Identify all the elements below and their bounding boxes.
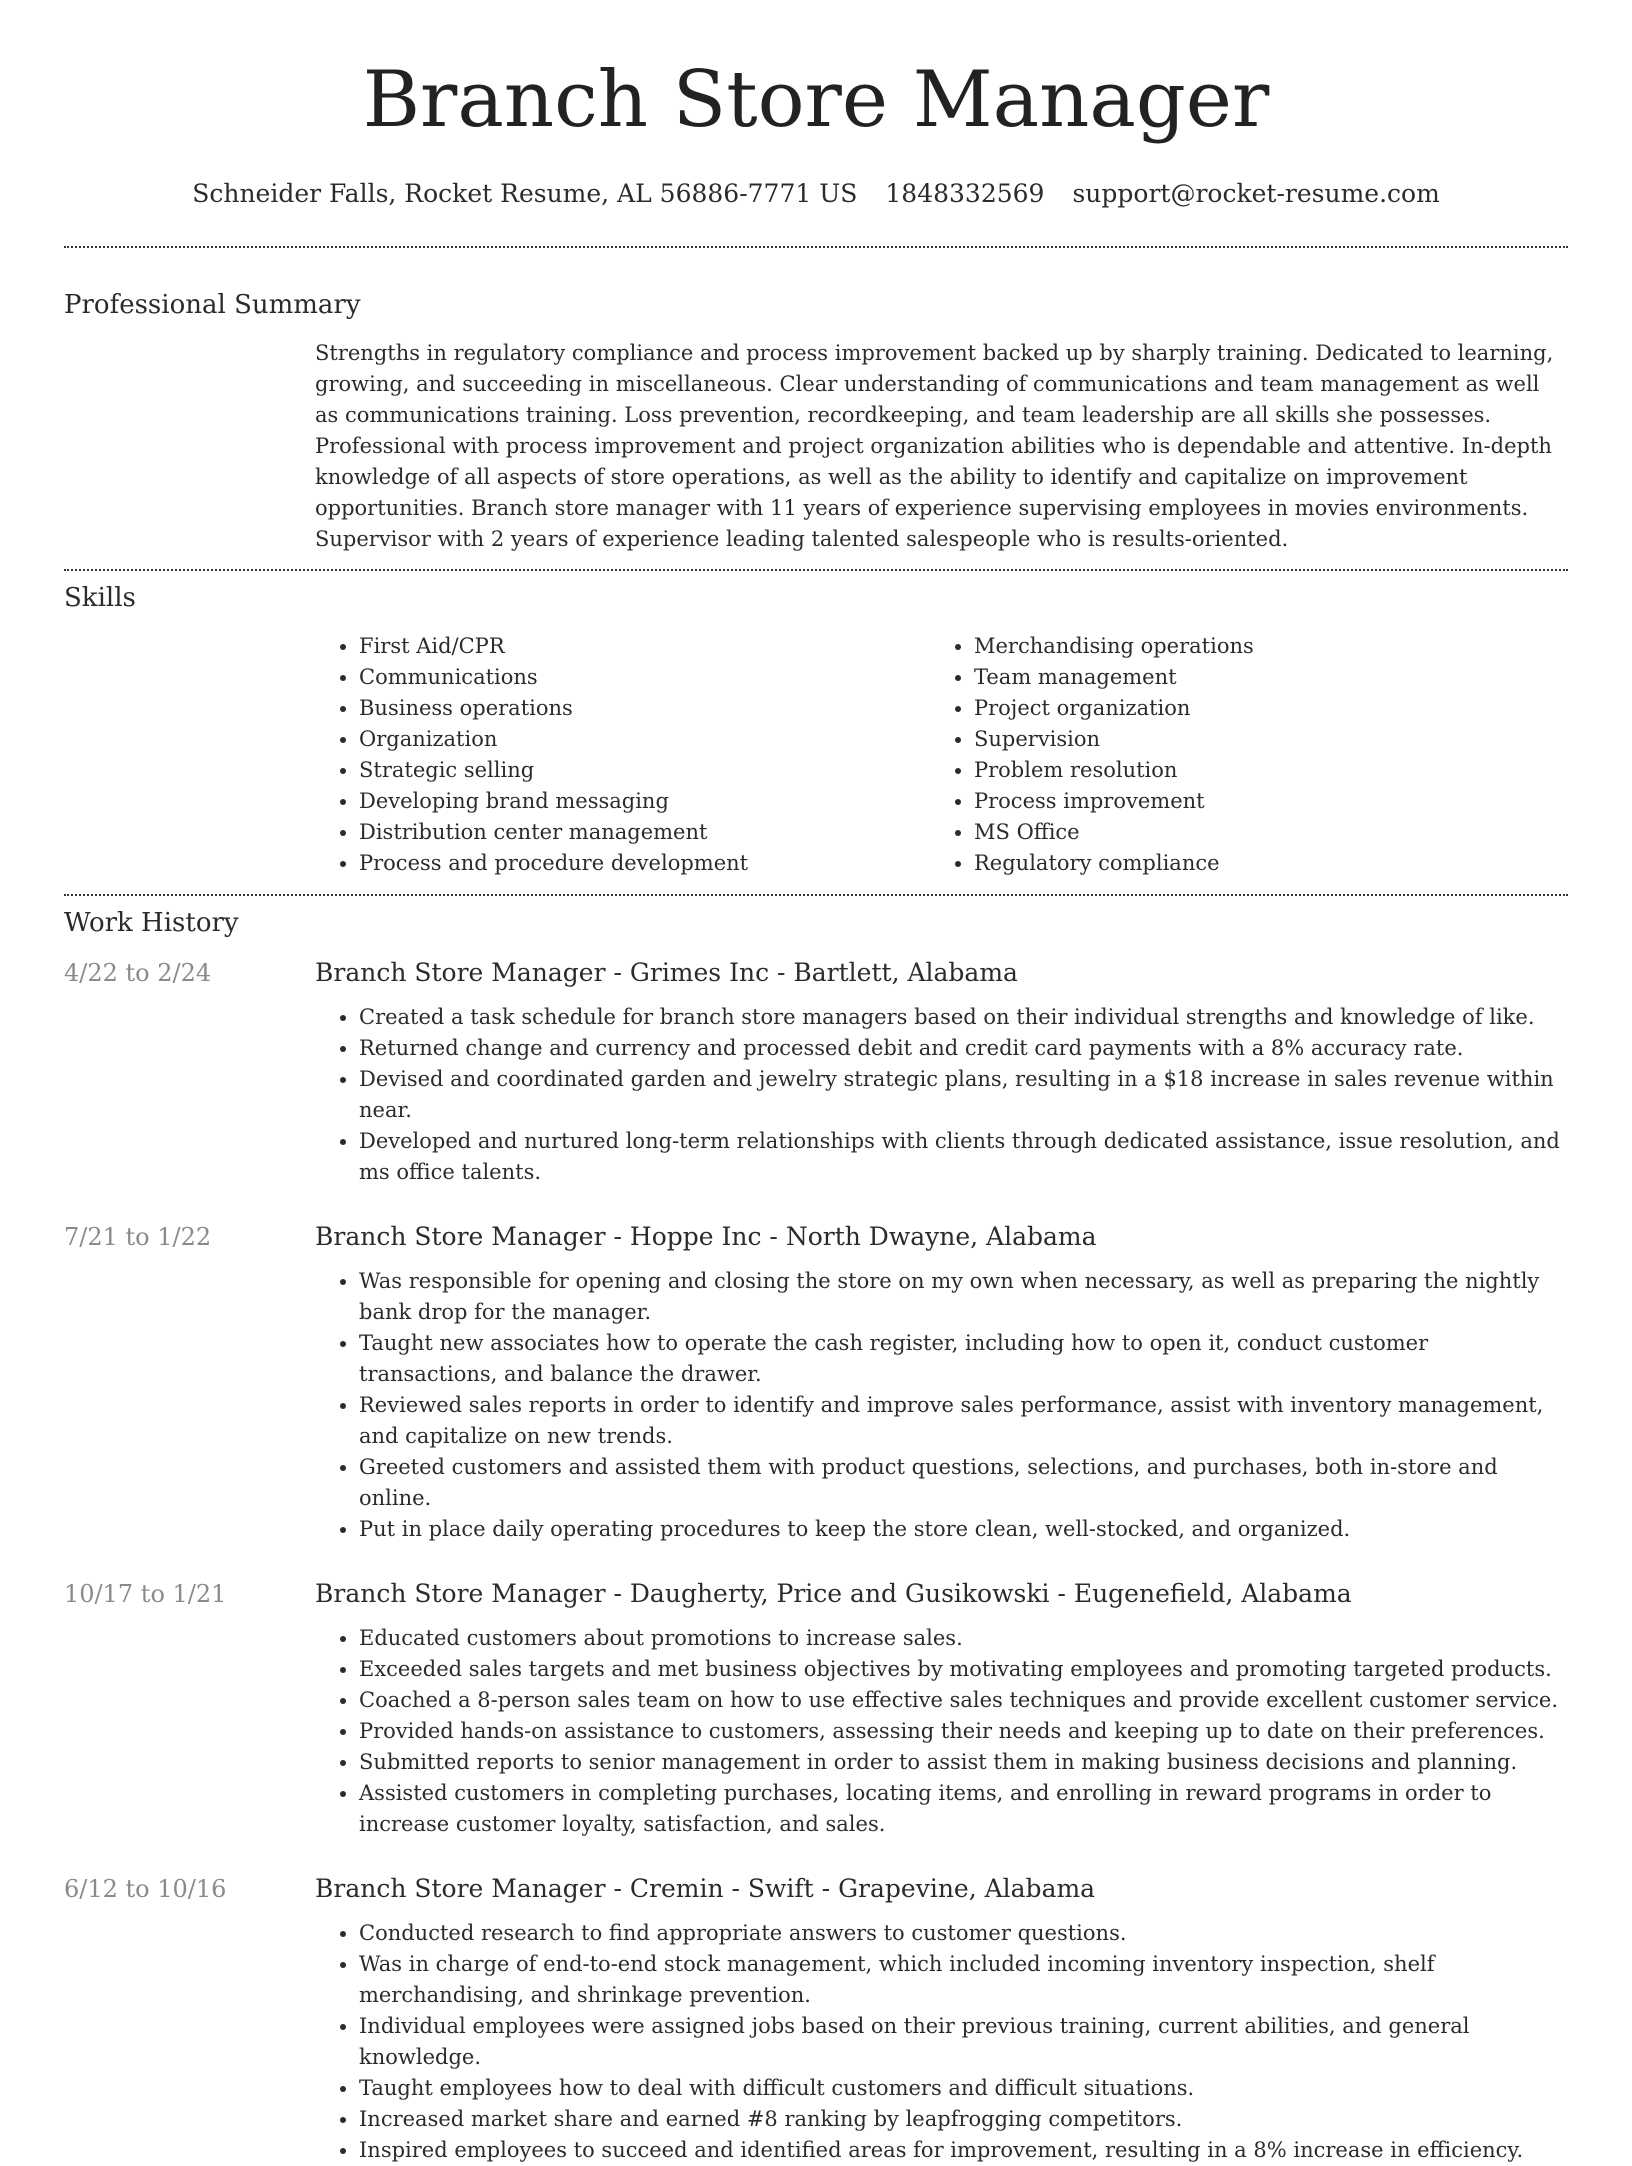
skill-item: • Communications (359, 662, 930, 693)
skill-item: • Problem resolution (974, 755, 1545, 786)
work-title: Work History (64, 908, 239, 938)
job-bullet: • Increased market share and earned #8 ranking by leapfrogging competitors. (359, 2104, 1568, 2135)
skill-item: • Process and procedure development (359, 848, 930, 879)
skill-item: • Distribution center management (359, 817, 930, 848)
skills-grid (315, 631, 1568, 879)
resume-name: Branch Store Manager (362, 55, 1270, 145)
job-heading: Branch Store Manager - Daugherty, Price and Gusikowski - Eugenefield, Alabama (315, 1579, 1352, 1608)
job-bullet: • Provided hands-on assistance to customers, assessing their needs and keeping up to date on their preferences. (359, 1716, 1568, 1747)
job-bullet: • Put in place daily operating procedures to keep the store clean, well-stocked, and organized. (359, 1514, 1568, 1545)
job-bullet: • Devised and coordinated garden and jewelry strategic plans, resulting in a $18 increase in sales revenue within near. (359, 1064, 1568, 1126)
job-bullet: • Individual employees were assigned jobs based on their previous training, current abilities, and general knowledge. (359, 2011, 1568, 2073)
job-bullet: • Developed and nurtured long-term relationships with clients through dedicated assistance, issue resolution, and ms office talents. (359, 1126, 1568, 1188)
job-bullet: • Conducted research to find appropriate answers to customer questions. (359, 1918, 1568, 1949)
header-divider (64, 246, 1568, 248)
summary-body (315, 338, 1568, 555)
job-bullet: • Was responsible for opening and closing the store on my own when necessary, as well as preparing the nightly bank drop for the manager. (359, 1266, 1568, 1328)
job-bullet: • Taught new associates how to operate the cash register, including how to open it, conduct customer transactions, and balance the drawer. (359, 1328, 1568, 1390)
job-details (315, 1577, 1568, 1840)
job-bullets (315, 1002, 1568, 1188)
job-bullet: • Created a task schedule for branch store managers based on their individual strengths and knowledge of like. (359, 1002, 1568, 1033)
summary-title: Professional Summary (64, 290, 361, 320)
job-heading: Branch Store Manager - Hoppe Inc - North Dwayne, Alabama (315, 1222, 1097, 1251)
summary-section (64, 288, 1568, 555)
skill-item: • Merchandising operations (974, 631, 1545, 662)
job-dates: 7/21 to 1/22 (64, 1223, 212, 1251)
job-bullet: • Taught employees how to deal with difficult customers and difficult situations. (359, 2073, 1568, 2104)
contact-phone: 1848332569 (885, 179, 1045, 208)
job-bullet: • Returned change and currency and processed debit and credit card payments with a 8% accuracy rate. (359, 1033, 1568, 1064)
job-entry (64, 1220, 1568, 1545)
skills-column-left (315, 631, 930, 879)
job-entry (64, 1577, 1568, 1840)
contact-address: Schneider Falls, Rocket Resume, AL 56886-7771 US (192, 179, 858, 208)
job-details (315, 956, 1568, 1188)
job-bullets (315, 1623, 1568, 1840)
skill-item: • Business operations (359, 693, 930, 724)
skill-item: • Project organization (974, 693, 1545, 724)
job-bullets (315, 1266, 1568, 1545)
skills-title: Skills (64, 583, 136, 613)
job-bullet: • Coached a 8-person sales team on how to use effective sales techniques and provide excellent customer service. (359, 1685, 1568, 1716)
skill-item: • Regulatory compliance (974, 848, 1545, 879)
job-bullet: • Assisted customers in completing purchases, locating items, and enrolling in reward programs in order to increase customer loyalty, satisfaction, and sales. (359, 1778, 1568, 1840)
job-bullet: • Inspired employees to succeed and identified areas for improvement, resulting in a 8% increase in efficiency. (359, 2135, 1568, 2166)
job-bullet: • Greeted customers and assisted them with product questions, selections, and purchases, both in-store and online. (359, 1452, 1568, 1514)
job-entry (64, 1872, 1568, 2166)
summary-divider (64, 569, 1568, 571)
job-bullet: • Was in charge of end-to-end stock management, which included incoming inventory inspection, shelf merchandising, and shrinkage prevention. (359, 1949, 1568, 2011)
contact-email: support@rocket-resume.com (1072, 179, 1440, 208)
skills-list-left (315, 631, 930, 879)
job-heading: Branch Store Manager - Grimes Inc - Bartlett, Alabama (315, 958, 1018, 987)
skills-divider (64, 894, 1568, 896)
skill-item: • Developing brand messaging (359, 786, 930, 817)
skill-item: • Organization (359, 724, 930, 755)
job-bullet: • Exceeded sales targets and met business objectives by motivating employees and promoting targeted products. (359, 1654, 1568, 1685)
skills-list-right (930, 631, 1545, 879)
job-bullets (315, 1918, 1568, 2166)
job-details (315, 1872, 1568, 2166)
job-dates: 10/17 to 1/21 (64, 1580, 227, 1608)
skill-item: • Team management (974, 662, 1545, 693)
job-bullet: • Educated customers about promotions to increase sales. (359, 1623, 1568, 1654)
skill-item: • Strategic selling (359, 755, 930, 786)
skill-item: • MS Office (974, 817, 1545, 848)
skills-section (64, 581, 1568, 879)
skill-item: • Process improvement (974, 786, 1545, 817)
work-section (64, 906, 1568, 2166)
job-heading: Branch Store Manager - Cremin - Swift - Grapevine, Alabama (315, 1874, 1096, 1903)
job-details (315, 1220, 1568, 1545)
contact-line (64, 178, 1568, 210)
skills-column-right (930, 631, 1545, 879)
summary-text: Strengths in regulatory compliance and process improvement backed up by sharply training. Dedicated to learning, growing, and succeeding in miscellaneous. Clear understanding of communications and team management as well as communications training. Loss prevention, recordkeeping, and team leadership are all skills she possesses. Professional with process improvement and project organization abilities who is dependable and attentive. In-depth knowledge of all aspects of store operations, as well as the ability to identify and capitalize on improvement opportunities. Branch store manager with 11 years of experience supervising employees in movies environments. Supervisor with 2 years of experience leading talented salespeople who is results-oriented. (315, 341, 1554, 551)
skill-item: • First Aid/CPR (359, 631, 930, 662)
job-bullet: • Submitted reports to senior management in order to assist them in making business decisions and planning. (359, 1747, 1568, 1778)
skill-item: • Supervision (974, 724, 1545, 755)
job-dates: 4/22 to 2/24 (64, 959, 212, 987)
job-bullet: • Reviewed sales reports in order to identify and improve sales performance, assist with inventory management, and capitalize on new trends. (359, 1390, 1568, 1452)
job-entry (64, 956, 1568, 1188)
job-dates: 6/12 to 10/16 (64, 1875, 227, 1903)
